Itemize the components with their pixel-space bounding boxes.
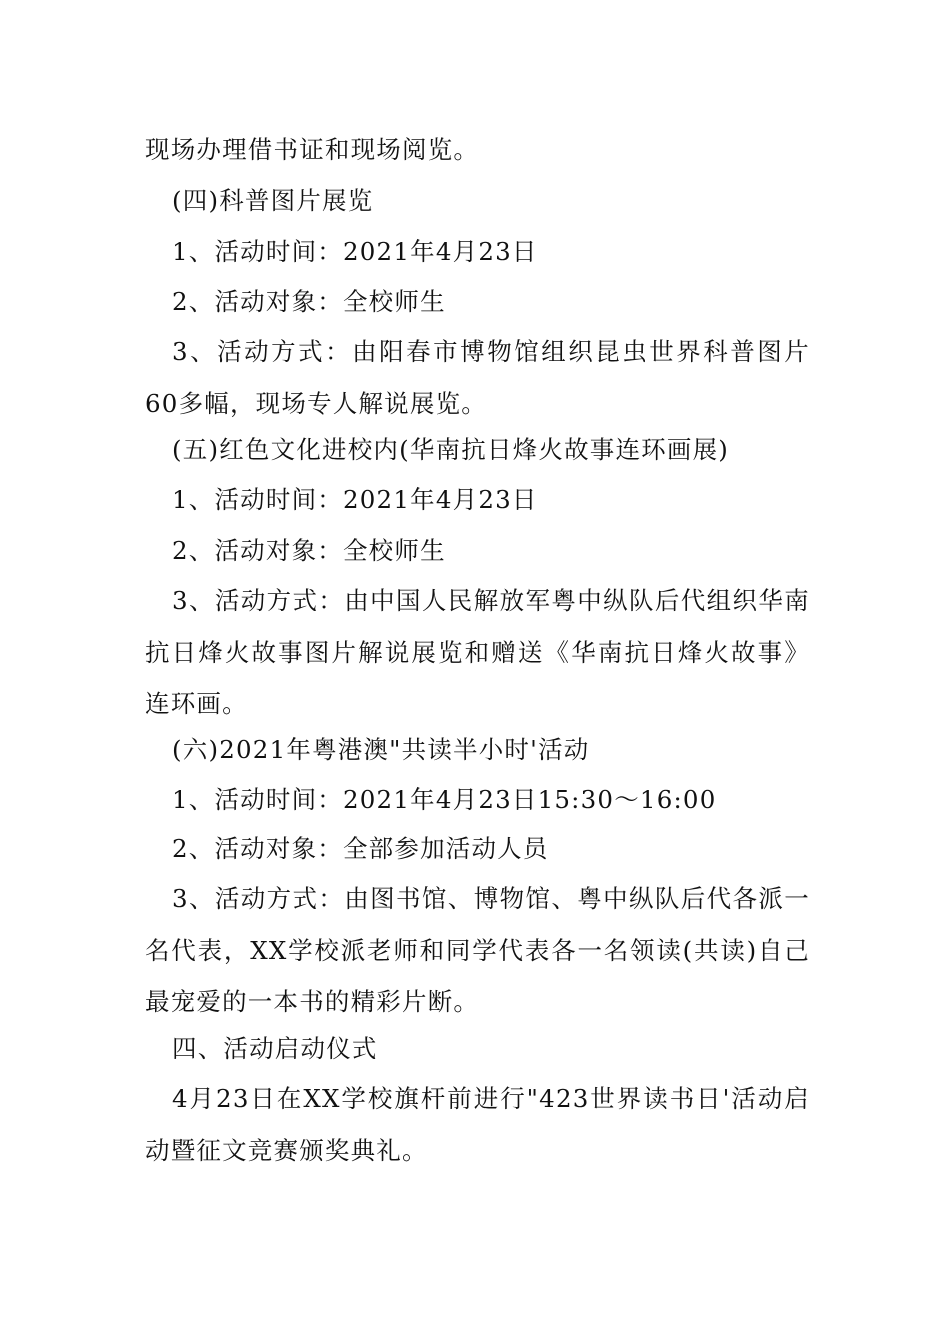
activity-audience: 2、活动对象：全部参加活动人员 [172, 834, 549, 863]
activity-time: 1、活动时间：2021年4月23日 [172, 485, 538, 514]
activity-audience: 2、活动对象：全校师生 [172, 287, 446, 316]
section-heading-launch: 四、活动启动仪式 [172, 1034, 378, 1063]
activity-time: 1、活动时间：2021年4月23日 [172, 237, 538, 266]
activity-method: 3、活动方式：由图书馆、博物馆、粤中纵队后代各派一名代表，XX学校派老师和同学代表各一名领读(共读)自己最宠爱的一本书的精彩片断。 [145, 884, 810, 1016]
section-heading-4: (四)科普图片展览 [172, 186, 374, 215]
launch-ceremony-paragraph: 4月23日在XX学校旗杆前进行"423世界读书日'活动启动暨征文竞赛颁奖典礼。 [145, 1084, 810, 1165]
activity-method: 3、活动方式：由中国人民解放军粤中纵队后代组织华南抗日烽火故事图片解说展览和赠送《华南抗日烽火故事》连环画。 [145, 586, 810, 718]
section-heading-5: (五)红色文化进校内(华南抗日烽火故事连环画展) [172, 435, 730, 464]
section-heading-6: (六)2021年粤港澳"共读半小时'活动 [172, 735, 590, 764]
paragraph-continuation: 现场办理借书证和现场阅览。 [145, 135, 480, 164]
activity-audience: 2、活动对象：全校师生 [172, 536, 446, 565]
activity-time: 1、活动时间：2021年4月23日15:30～16:00 [172, 785, 717, 814]
activity-method: 3、活动方式：由阳春市博物馆组织昆虫世界科普图片60多幅，现场专人解说展览。 [145, 337, 810, 418]
